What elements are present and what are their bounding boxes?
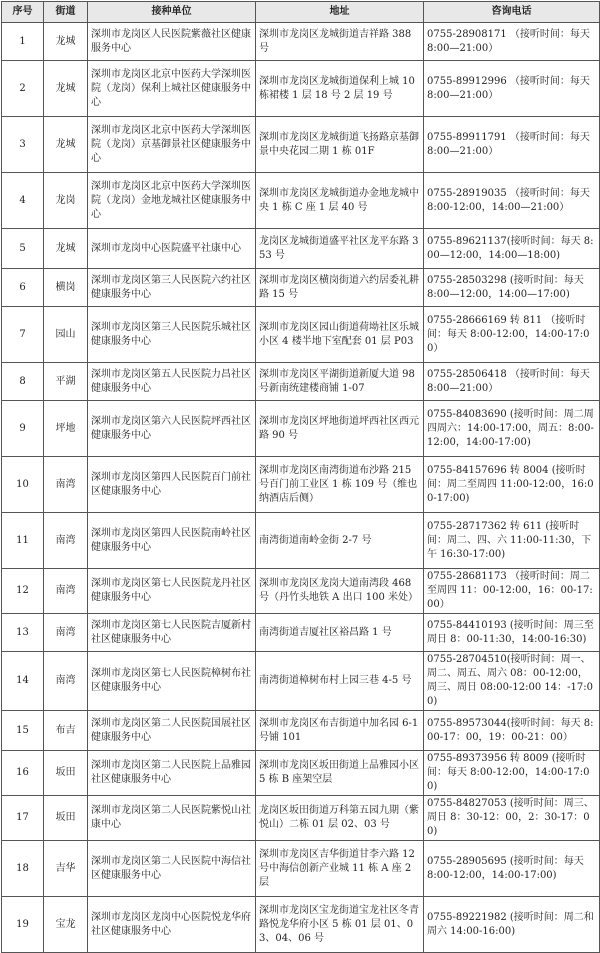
row-street: 坪地	[44, 401, 88, 457]
vaccination-site-table	[1, 1, 600, 953]
row-phone: 0755-28905695 (接听时间：每天 8:00-12:00，14:00-17:00)	[424, 841, 600, 897]
row-number: 8	[2, 363, 44, 401]
row-phone: 0755-89912996 （接听时间：每天 8:00—21:00）	[424, 61, 600, 117]
row-street: 坂田	[44, 796, 88, 841]
table-row	[2, 269, 600, 307]
row-number: 5	[2, 229, 44, 269]
row-number: 11	[2, 513, 44, 569]
table-row	[2, 117, 600, 173]
row-vaccination-unit: 深圳市龙岗区第三人民医院六约社区健康服务中心	[88, 269, 256, 307]
row-street: 坂田	[44, 751, 88, 796]
table-row	[2, 614, 600, 652]
row-vaccination-unit: 深圳市龙岗区第四人民医院南岭社区健康服务中心	[88, 513, 256, 569]
row-vaccination-unit: 深圳市龙岗区人民医院紫薇社区健康服务中心	[88, 23, 256, 61]
row-address: 深圳市龙岗区布吉街道中加名园 6-1 号铺 101	[256, 711, 424, 751]
row-vaccination-unit: 深圳市龙岗区第四人民医院百门前社区健康服务中心	[88, 457, 256, 513]
row-vaccination-unit: 深圳市龙岗区第七人民医院樟树布社区健康服务中心	[88, 652, 256, 711]
row-address: 深圳市龙岗区坪地街道坪西社区西元路 90 号	[256, 401, 424, 457]
row-address: 深圳市龙岗区平湖街道新厦大道 98 号新南统建楼商铺 1-07	[256, 363, 424, 401]
row-address: 龙岗区坂田街道万科第五园九期（紫悦山）二栋 01 层 02、03 号	[256, 796, 424, 841]
table-row	[2, 652, 600, 711]
row-vaccination-unit: 深圳市龙岗区第二人民医院中海信社区健康服务中心	[88, 841, 256, 897]
row-street: 南湾	[44, 569, 88, 614]
row-phone: 0755-28919035 （接听时间：每天 8:00-12:00，14:00—21:00）	[424, 173, 600, 229]
row-number: 6	[2, 269, 44, 307]
table-row	[2, 61, 600, 117]
row-street: 吉华	[44, 841, 88, 897]
row-street: 南湾	[44, 652, 88, 711]
row-number: 17	[2, 796, 44, 841]
row-vaccination-unit: 深圳市龙岗区第七人民医院龙丹社区健康服务中心	[88, 569, 256, 614]
row-phone: 0755-84083690 (接听时间：周二周四周六：14:00-17:00，周五：8:00-12:00，14:00-17:00)	[424, 401, 600, 457]
row-vaccination-unit: 深圳市龙岗区第六人民医院坪西社区健康服务中心	[88, 401, 256, 457]
table-row	[2, 23, 600, 61]
row-phone: 0755-28704510(接听时间：周一、周二、周五、周六 08：00-12:00，周三、周日 08:00-12:00 14：-17:00)	[424, 652, 600, 711]
row-street: 龙城	[44, 61, 88, 117]
row-number: 14	[2, 652, 44, 711]
row-phone: 0755-28503298 (接听时间：每天 8:00—12:00，14:00—17:00)	[424, 269, 600, 307]
row-street: 龙城	[44, 229, 88, 269]
row-address: 深圳市龙岗区龙城街道保利上城 10 栋裙楼 1 层 18 号 2 层 19 号	[256, 61, 424, 117]
row-address: 深圳市龙岗区横岗街道六约居委礼耕路 15 号	[256, 269, 424, 307]
row-vaccination-unit: 深圳市龙岗区北京中医药大学深圳医院（龙岗）保利上城社区健康服务中心	[88, 61, 256, 117]
row-address: 深圳市龙岗区宝龙街道宝龙社区冬青路悦龙华府小区 5 栋 01 层 01、03、04、06 号	[256, 897, 424, 953]
header-address: 地址	[256, 2, 424, 23]
header-vaccination-unit: 接种单位	[88, 2, 256, 23]
row-phone: 0755-89621137(接听时间：每天 8:00—12:00，14:00—18:00)	[424, 229, 600, 269]
table-row	[2, 307, 600, 363]
row-street: 南湾	[44, 614, 88, 652]
row-phone: 0755-89911791 （接听时间：每天 8:00—21:00）	[424, 117, 600, 173]
table-row	[2, 457, 600, 513]
table-row	[2, 711, 600, 751]
row-phone: 0755-89221982 (接听时间：周二和周六 14:00-16:00)	[424, 897, 600, 953]
row-address: 深圳市龙岗区龙城街道办金地龙城中央 1 栋 C 座 1 层 40 号	[256, 173, 424, 229]
row-vaccination-unit: 深圳市龙岗区龙岗中心医院悦龙华府社区健康服务中心	[88, 897, 256, 953]
header-phone: 咨询电话	[424, 2, 600, 23]
table-row	[2, 569, 600, 614]
row-address: 深圳市龙岗区龙城街道吉祥路 388 号	[256, 23, 424, 61]
row-address: 深圳市龙岗区龙城街道飞扬路京基御景中央花园二期 1 栋 01F	[256, 117, 424, 173]
row-address: 龙岗区龙城街道盛平社区龙平东路 353 号	[256, 229, 424, 269]
row-vaccination-unit: 深圳市龙岗区北京中医药大学深圳医院（龙岗）金地龙城社区健康服务中心	[88, 173, 256, 229]
row-street: 南湾	[44, 457, 88, 513]
row-phone: 0755-89573044(接听时间：每天 8:00-17：00，19：00-21：00）	[424, 711, 600, 751]
header-street: 街道	[44, 2, 88, 23]
row-phone: 0755-28908171 （接听时间：每天 8:00—21:00）	[424, 23, 600, 61]
row-phone: 0755-28717362 转 611 (接听时间：周二、四、六 11:00-11:30，下午 16:30-17:00)	[424, 513, 600, 569]
row-vaccination-unit: 深圳市龙岗区第二人民医院国展社区健康服务中心	[88, 711, 256, 751]
row-phone: 0755-84827053 (接听时间：周三、周日 8：30-12：00，2：30-17：00)	[424, 796, 600, 841]
row-number: 4	[2, 173, 44, 229]
row-address: 南湾街道吉厦社区裕昌路 1 号	[256, 614, 424, 652]
table-header-row	[2, 2, 600, 23]
row-number: 13	[2, 614, 44, 652]
row-address: 南湾街道樟树布村上园三巷 4-5 号	[256, 652, 424, 711]
row-address: 深圳市龙岗区园山街道荷坳社区乐城小区 4 楼半地下室配套 01 层 P03	[256, 307, 424, 363]
table-row	[2, 229, 600, 269]
row-vaccination-unit: 深圳市龙岗区第二人民医院紫悦山社康中心	[88, 796, 256, 841]
row-number: 12	[2, 569, 44, 614]
row-address: 深圳市龙岗区南湾街道布沙路 215 号百门前工业区 1 栋 109 号（维也纳酒店后侧）	[256, 457, 424, 513]
row-street: 宝龙	[44, 897, 88, 953]
row-phone: 0755-28666169 转 811 （接听时间：每天 8:00-12:00，14:00-17:00）	[424, 307, 600, 363]
row-vaccination-unit: 深圳市龙岗区第七人民医院吉厦新村社区健康服务中心	[88, 614, 256, 652]
row-number: 1	[2, 23, 44, 61]
row-street: 龙岗	[44, 173, 88, 229]
row-vaccination-unit: 深圳市龙岗区第五人民医院力昌社区健康服务中心	[88, 363, 256, 401]
row-vaccination-unit: 深圳市龙岗区第二人民医院上品雅园社区健康服务中心	[88, 751, 256, 796]
row-number: 15	[2, 711, 44, 751]
row-address: 深圳市龙岗区龙岗大道南湾段 468 号（丹竹头地铁 A 出口 100 米处）	[256, 569, 424, 614]
row-street: 园山	[44, 307, 88, 363]
row-number: 18	[2, 841, 44, 897]
row-address: 南湾街道南岭金街 2-7 号	[256, 513, 424, 569]
row-number: 7	[2, 307, 44, 363]
row-phone: 0755-84410193 (接听时间：周三至周日 8：00-11:30，14:00-16:30)	[424, 614, 600, 652]
row-phone: 0755-89373956 转 8009 (接听时间：每天 8:00-12:00，14:00-17:00)	[424, 751, 600, 796]
table-row	[2, 897, 600, 953]
table-row	[2, 401, 600, 457]
row-street: 龙城	[44, 23, 88, 61]
row-number: 3	[2, 117, 44, 173]
row-number: 16	[2, 751, 44, 796]
row-phone: 0755-84157696 转 8004 (接听时间：周二至周四 11:00-12:00，16:00-17:00)	[424, 457, 600, 513]
row-street: 布吉	[44, 711, 88, 751]
table-row	[2, 751, 600, 796]
row-street: 龙城	[44, 117, 88, 173]
table-row	[2, 363, 600, 401]
row-number: 9	[2, 401, 44, 457]
row-vaccination-unit: 深圳市龙岗区北京中医药大学深圳医院（龙岗）京基御景社区健康服务中心	[88, 117, 256, 173]
row-address: 深圳市龙岗区吉华街道甘李六路 12 号中海信创新产业城 11 栋 A 座 2 层	[256, 841, 424, 897]
row-phone: 0755-28681173 （接听时间：周二至周四 11：00-12:00，16：00-17:00）	[424, 569, 600, 614]
table-row	[2, 513, 600, 569]
table-body	[2, 23, 600, 953]
row-street: 横岗	[44, 269, 88, 307]
row-vaccination-unit: 深圳市龙岗区第三人民医院乐城社区健康服务中心	[88, 307, 256, 363]
row-vaccination-unit: 深圳市龙岗中心医院盛平社康中心	[88, 229, 256, 269]
row-number: 2	[2, 61, 44, 117]
header-number: 序号	[2, 2, 44, 23]
row-phone: 0755-28506418 （接听时间：每天 8:00—21:00）	[424, 363, 600, 401]
table-row	[2, 796, 600, 841]
table-row	[2, 841, 600, 897]
row-address: 深圳市龙岗区坂田街道上品雅园小区 5 栋 B 座架空层	[256, 751, 424, 796]
row-street: 平湖	[44, 363, 88, 401]
row-number: 10	[2, 457, 44, 513]
table-row	[2, 173, 600, 229]
row-number: 19	[2, 897, 44, 953]
row-street: 南湾	[44, 513, 88, 569]
